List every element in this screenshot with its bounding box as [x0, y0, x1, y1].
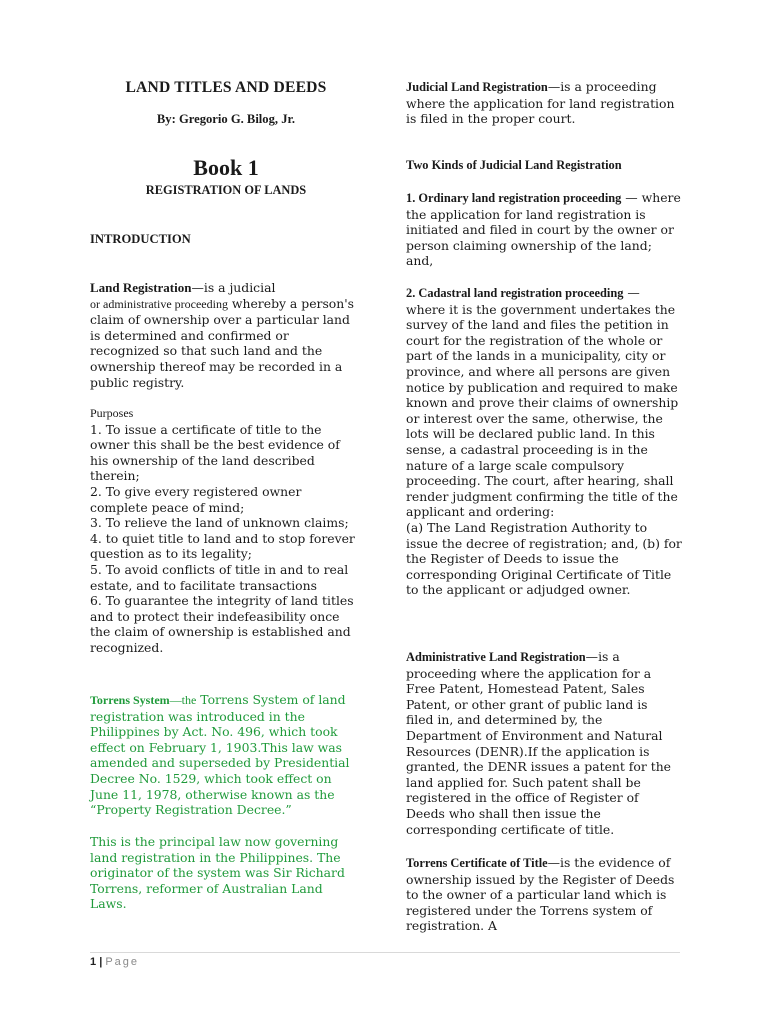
section-introduction-heading: INTRODUCTION	[90, 232, 191, 246]
judicial-registration-def: —is a proceeding where the application for land registration is filed in the proper court.	[406, 79, 675, 127]
judicial-registration-term: Judicial Land Registration	[406, 80, 548, 94]
purpose-item: 3. To relieve the land of unknown claims;	[90, 515, 349, 531]
document-title: LAND TITLES AND DEEDS	[125, 79, 327, 96]
purpose-item: 6. To guarantee the integrity of land titles and to protect their indefeasibility once the claim of ownership is established and recognized.	[90, 593, 354, 655]
torrens-system-def: Torrens System of land registration was introduced in the Philippines by Act. No. 496, which took effect on February 1, 1903.This law was amended and superseded by Presidential Decree No. 1529, which took effect on June 11, 1978, otherwise known as the “Property Registration Decree.”	[90, 692, 350, 818]
ordinary-proceeding-term: 1. Ordinary land registration proceeding	[406, 191, 622, 205]
land-registration-def-c: whereby a person's claim of ownership over a particular land is determined and confirmed or recognized so that such land and the ownership thereof may be recorded in a public registry.	[90, 295, 355, 390]
torrens-system-dash: —the	[169, 693, 197, 707]
cadastral-proceeding-orders: (a) The Land Registration Authority to issue the decree of registration; and, (b) for the Register of Deeds to issue the corresponding Original Certificate of Title to the applicant or adjudged owner.	[406, 519, 682, 598]
purpose-item: 5. To avoid conflicts of title in and to real estate, and to facilitate transactions	[90, 561, 349, 593]
page-label: Page	[105, 956, 140, 968]
purpose-item: 1. To issue a certificate of title to the owner this shall be the best evidence of his ownership of the land described therein;	[90, 421, 340, 484]
page-number: 1	[90, 956, 97, 968]
land-registration-def-a: —is a judicial	[191, 280, 276, 295]
torrens-certificate-paragraph	[406, 855, 684, 934]
page-footer	[90, 956, 139, 968]
cadastral-proceeding-term: 2. Cadastral land registration proceeding	[406, 286, 624, 300]
torrens-certificate-def: —is the evidence of ownership issued by the Register of Deeds to the owner of a particular land which is registered under the Torrens system of registration. A	[406, 855, 675, 934]
book-subheading: REGISTRATION OF LANDS	[145, 183, 307, 197]
author-byline: By: Gregorio G. Bilog, Jr.	[156, 112, 296, 126]
book-heading: Book 1	[193, 155, 259, 180]
cadastral-proceeding-paragraph	[406, 285, 682, 598]
judicial-registration-paragraph	[406, 79, 676, 127]
page-separator: |	[99, 956, 103, 968]
principal-law-text: This is the principal law now governing land registration in the Philippines. The originator of the system was Sir Richard Torrens, reformer of Australian Land Laws.	[90, 834, 345, 912]
administrative-registration-term: Administrative Land Registration	[406, 650, 586, 664]
land-registration-paragraph	[90, 280, 356, 390]
principal-law-paragraph	[90, 834, 360, 912]
purpose-item: 2. To give every registered owner complete peace of mind;	[90, 483, 302, 515]
torrens-certificate-term: Torrens Certificate of Title	[406, 856, 548, 870]
land-registration-term: Land Registration	[90, 280, 192, 295]
ordinary-proceeding-def: — where the application for land registration is initiated and filed in court by the owner or person claiming ownership of the land; and,	[406, 190, 681, 269]
administrative-registration-def: —is a proceeding where the application for a Free Patent, Homestead Patent, Sales Patent, or other grant of public land is filed in, and determined by, the Department of Environment and Natural Resources (DENR).If the application is granted, the DENR issues a patent for the land applied for. Such patent shall be registered in the office of Register of Deeds who shall then issue the corresponding certificate of title.	[406, 649, 672, 837]
ordinary-proceeding-paragraph	[406, 190, 682, 269]
torrens-system-paragraph	[90, 692, 356, 818]
purpose-item: 4. to quiet title to land and to stop forever question as to its legality;	[90, 530, 355, 562]
torrens-system-term: Torrens System	[90, 693, 170, 707]
two-kinds-heading-block	[406, 158, 686, 174]
cadastral-proceeding-def: — where it is the government undertakes the survey of the land and files the petition in court for the registration of the whole or part of the lands in a municipality, city or province, and where all persons are given notice by publication and required to make known and prove their claims of ownership or interest over the same, otherwise, the lots will be declared public land. In this sense, a cadastral proceeding is in the nature of a large scale compulsory proceeding. The court, after hearing, shall render judgment confirming the title of the applicant and ordering:	[406, 285, 679, 520]
administrative-registration-paragraph	[406, 649, 678, 837]
two-kinds-heading: Two Kinds of Judicial Land Registration	[406, 158, 622, 172]
land-registration-def-b: or administrative proceeding	[90, 296, 228, 311]
purposes-label: Purposes	[90, 406, 134, 420]
purposes-block	[90, 406, 356, 656]
footer-divider	[90, 952, 680, 953]
